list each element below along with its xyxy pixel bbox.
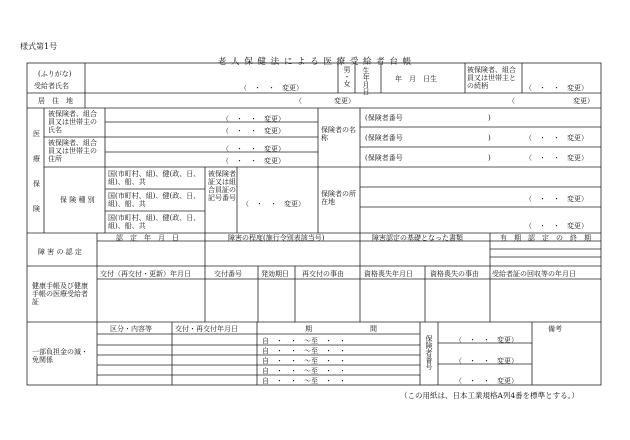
handbook-header-return-date: 受給者証の回収等の年月日 [492,270,576,278]
furigana-label: (ふりがな) [38,70,72,78]
handbook-header-number: 交付番号 [214,270,242,278]
handbook-header-loss-reason: 資格喪失の事由 [430,270,479,278]
disability-header-term: 有 期 認 定 の 終 期 [500,234,591,242]
copay-header-remarks: 備考 [548,325,562,333]
residence-change-2: 変更） [573,97,594,105]
copay-header-category: 区分・内容等 [110,325,152,333]
insurer-number-2-change: （ ・ ・ 変更） [525,134,588,142]
form-number: 様式第1号 [20,42,58,51]
handbook-header-loss-date: 資格喪失年月日 [364,270,413,278]
insurance-kind-option-1: 国(市町村、組)、健(政、日、組)、船、共 [108,170,201,186]
copay-change-1: （ ・ ・ 変更） [455,336,518,344]
copay-header-period-2: 間 [370,325,377,333]
cert-number-label: 被保険者証又は組合員証の記号番号 [208,170,236,202]
relation-change-note: （ ・ ・ 変更） [525,84,588,92]
insurance-kind-option-3: 国(市町村、組)、健(政、日、組)、船、共 [108,214,201,230]
disability-label: 障 害 の 認 定 [38,248,82,256]
copay-change-3: （ ・ ・ 変更） [455,377,518,385]
relation-label: 被保険者、組合員又は世帯主との続柄 [467,66,516,90]
disability-header-date: 認 定 年 月 日 [116,234,179,242]
copay-header-period-1: 期 [305,325,312,333]
disability-header-degree: 障害の程度(施行令別表該当号) [228,234,325,242]
copay-insurer-number-label: 保険者番号 [425,335,433,370]
insurer-name-label: 保険者の名称 [321,126,356,142]
footer-note: （この用紙は、日本工業規格A列4番を標準とする。） [400,391,579,400]
insured-address-change-1: （ ・ ・ 変更） [222,145,285,153]
insurer-number-1: (保険者番号 [365,114,403,122]
insurer-address-change-2: （ ・ ・ 変更） [525,222,588,230]
residence-paren-1: （ [295,97,302,105]
copay-change-2: （ ・ ・ 変更） [455,357,518,365]
medical-side-4: 険 [33,205,40,213]
insured-name-label: 被保険者、組合員又は世帯主の氏名 [48,110,97,134]
residence-paren-2: （ [508,97,515,105]
medical-side-1: 医 [33,130,40,138]
insured-name-change-2: （ ・ ・ 変更） [222,127,285,135]
handbook-header-reissue-reason: 再交付の事由 [302,270,344,278]
copay-label: 一部負担金の減・免関係 [32,348,88,364]
insurer-number-1-close: ) [488,114,491,122]
residence-label: 居 住 地 [38,97,73,105]
insurer-address-change-1: （ ・ ・ 変更） [525,195,588,203]
insurer-number-3-close: ) [488,154,491,162]
handbook-label: 健康手帳及び健康手帳の医療受給者証 [32,282,88,306]
copay-header-date: 交付・再交付年月日 [175,325,238,333]
recipient-name-label: 受給者氏名 [34,82,69,90]
insurer-address-label: 保険者の所在地 [321,190,356,206]
insurer-number-2: (保険者番号 [365,134,403,142]
copay-period-5: 自 ・ ・ 〜至 ・ ・ [262,377,346,385]
insurance-kind-option-2: 国(市町村、組)、健(政、日、組)、船、共 [108,192,201,208]
insured-address-change-2: （ ・ ・ 変更） [222,157,285,165]
insurance-kind-label: 保 険 種 別 [60,196,95,204]
medical-side-3: 保 [33,180,40,188]
birth-date-value: 年 月 日生 [395,75,437,83]
insurer-number-3-change: （ ・ ・ 変更） [525,154,588,162]
copay-period-3: 自 ・ ・ 〜至 ・ ・ [262,357,346,365]
copay-period-4: 自 ・ ・ 〜至 ・ ・ [262,367,346,375]
handbook-header-effective: 発効期日 [261,270,289,278]
cert-change-note: （ ・ ・ 変更） [242,200,305,208]
sex-field: 男・女 [343,66,351,87]
residence-change-1: 変更） [334,97,355,105]
insured-address-label: 被保険者、組合員又は世帯主の住所 [48,139,97,163]
birth-date-label: 生年月日 [362,67,370,95]
insurer-number-3: (保険者番号 [365,154,403,162]
insured-name-change-1: （ ・ ・ 変更） [222,115,285,123]
page-title: 老 人 保 健 法 に よ る 医 療 受 給 者 台 帳 [217,57,413,67]
copay-period-2: 自 ・ ・ 〜至 ・ ・ [262,347,346,355]
handbook-header-issue-date: 交付（再交付・更新）年月日 [100,270,191,278]
name-change-note: （ ・ ・ 変更） [240,84,303,92]
disability-header-documents: 障害認定の基礎となった書類 [372,234,463,242]
insurer-number-2-close: ) [488,134,491,142]
copay-period-1: 自 ・ ・ 〜至 ・ ・ [262,337,346,345]
medical-side-2: 療 [33,155,40,163]
